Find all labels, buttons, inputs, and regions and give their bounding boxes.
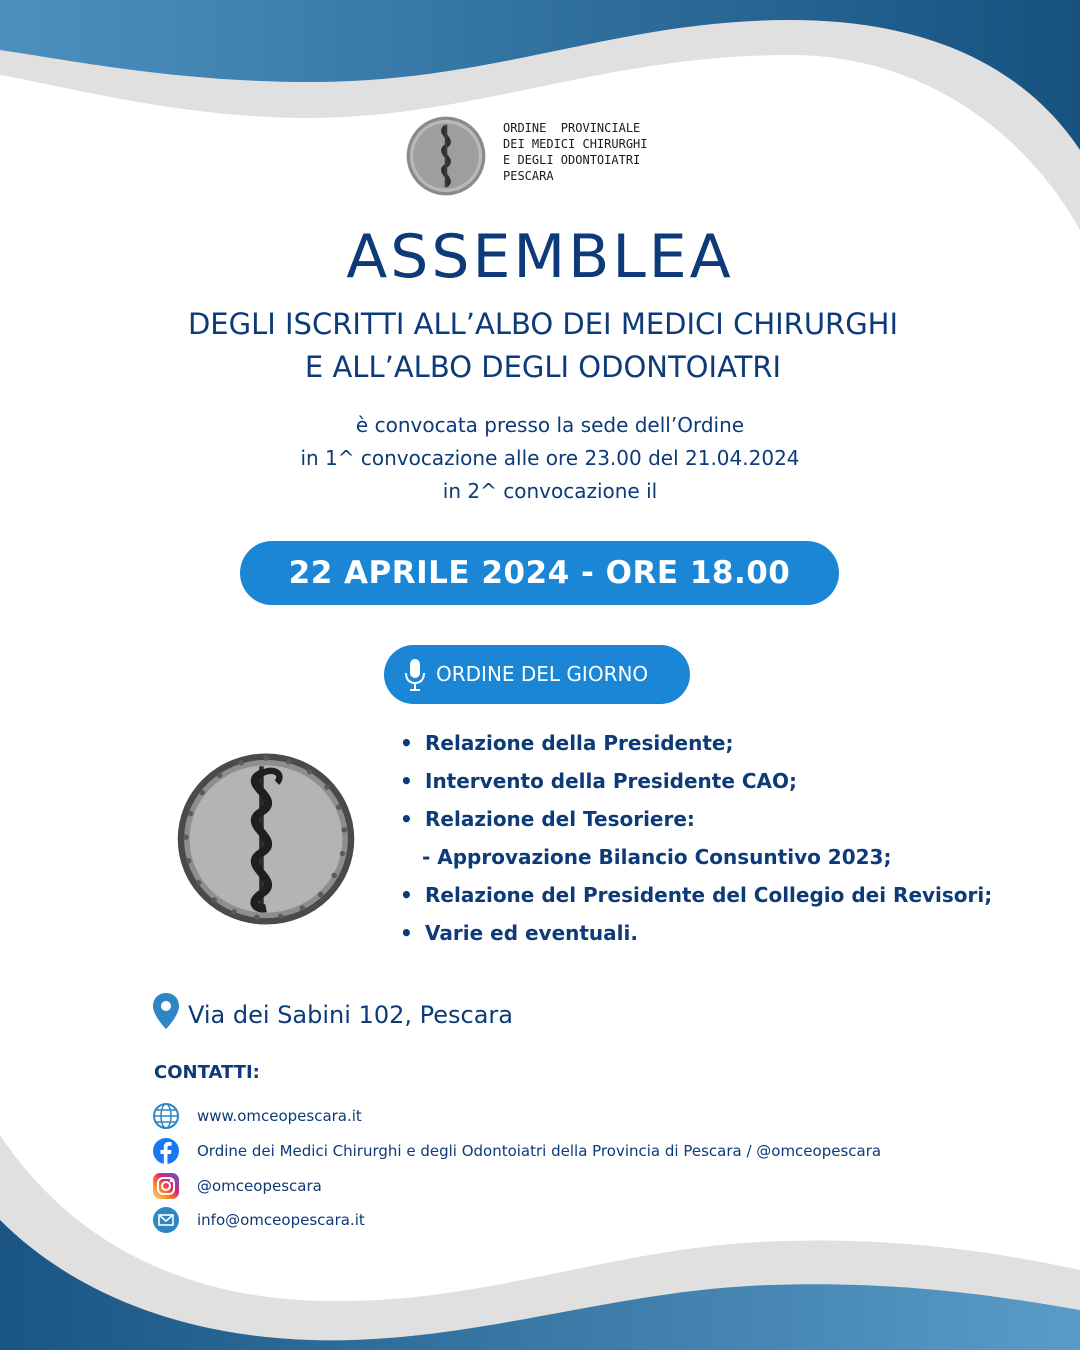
agenda-item: • Relazione del Tesoriere: [400,807,695,831]
instagram-link[interactable]: @omceopescara [197,1177,322,1195]
convocation-line: in 2^ convocazione il [442,479,658,503]
agenda-item-text: Relazione del Presidente del Collegio dei Revisori; [425,883,993,907]
website-link[interactable]: www.omceopescara.it [197,1107,362,1125]
envelope-icon [152,1206,180,1234]
address-text: Via dei Sabini 102, Pescara [188,1001,513,1029]
org-name-line: E DEGLI ODONTOIATRI [503,153,641,167]
convocation-line: è convocata presso la sede dell’Ordine [355,413,745,437]
org-name-line: ORDINE PROVINCIALE [503,121,641,135]
agenda-header-badge [384,645,690,704]
agenda-item-text: Varie ed eventuali. [425,921,638,945]
agenda-list [400,724,1040,952]
agenda-item-text: Intervento della Presidente CAO; [425,769,798,793]
coin-logo-icon [405,115,487,197]
agenda-sub-item [400,838,1040,876]
organization-name [503,120,703,184]
agenda-item: • Relazione della Presidente; [400,731,734,755]
agenda-item: • Varie ed eventuali. [400,921,638,945]
agenda-header-label: ORDINE DEL GIORNO [436,662,649,686]
location-pin-icon [152,992,180,1030]
email-link[interactable]: info@omceopescara.it [197,1211,365,1229]
facebook-link[interactable]: Ordine dei Medici Chirurghi e degli Odontoiatri della Provincia di Pescara / @omceopescara [197,1142,882,1160]
meeting-date-banner: 22 APRILE 2024 - ORE 18.00 [240,541,839,605]
agenda-item: • Relazione del Presidente del Collegio dei Revisori; [400,883,993,907]
convocation-line: in 1^ convocazione alle ore 23.00 del 21.04.2024 [300,446,800,470]
ancient-coin-illustration [175,748,357,930]
page-title: ASSEMBLEA [346,222,734,292]
facebook-icon [152,1137,180,1165]
org-name-line: PESCARA [503,169,554,183]
subtitle-line: E ALL’ALBO DEGLI ODONTOIATRI [304,350,782,384]
subtitle-line: DEGLI ISCRITTI ALL’ALBO DEI MEDICI CHIRURGHI [187,307,899,341]
contacts-heading: CONTATTI: [154,1062,260,1083]
globe-icon [152,1102,180,1130]
agenda-sub-item-text: - Approvazione Bilancio Consuntivo 2023; [422,845,892,869]
agenda-item-text: Relazione della Presidente; [425,731,734,755]
instagram-icon [152,1172,180,1200]
convocation-text [0,409,1080,508]
microphone-icon [404,658,426,692]
page-subtitle [0,303,1080,389]
org-name-line: DEI MEDICI CHIRURGHI [503,137,648,151]
agenda-item: • Intervento della Presidente CAO; [400,769,798,793]
agenda-item-text: Relazione del Tesoriere: [425,807,695,831]
